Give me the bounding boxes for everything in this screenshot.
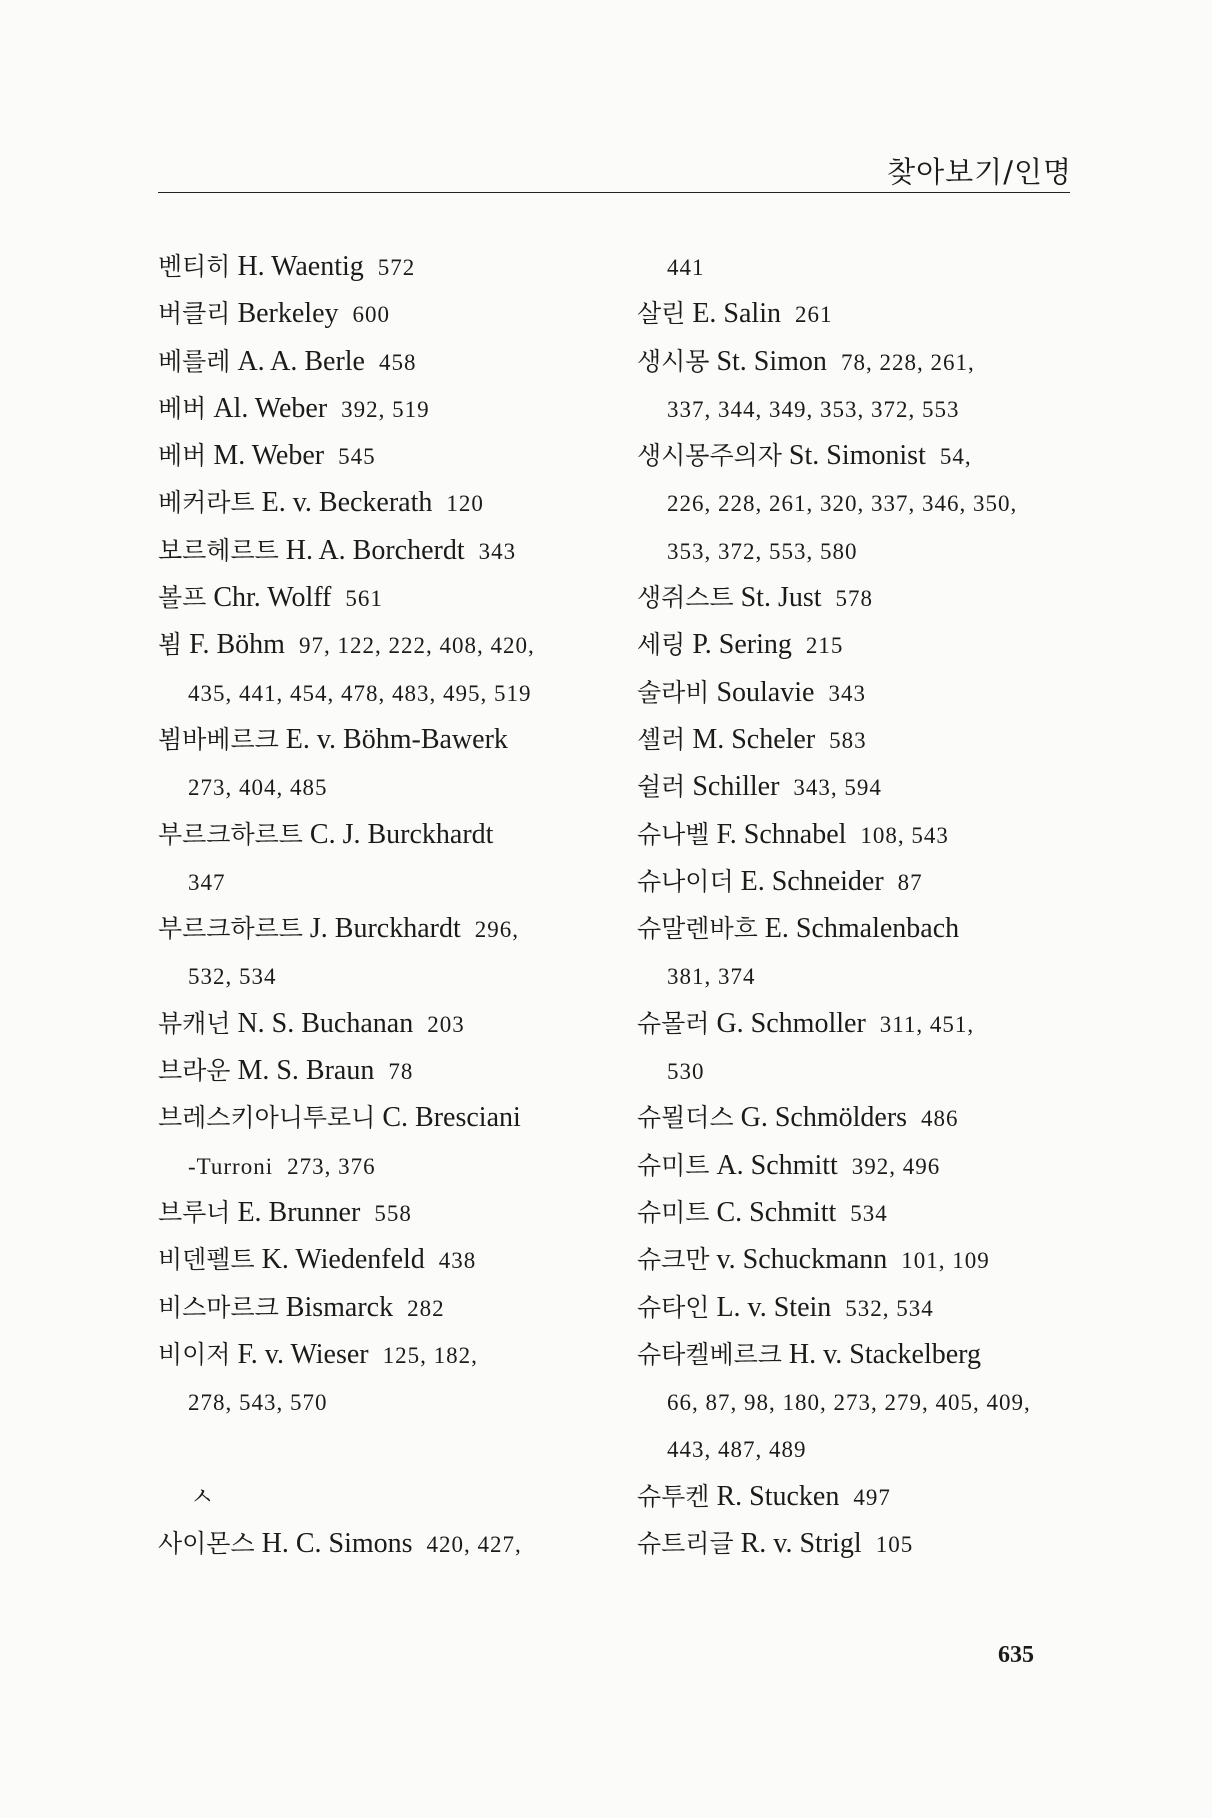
index-entry [637,1000,1077,1047]
index-entry [637,1520,1077,1567]
page-refs: 311, 451, [879,1011,975,1037]
page-refs: 532, 534 [845,1295,934,1321]
original-name: E. Schneider [740,865,884,897]
original-name: E. Brunner [237,1196,361,1228]
index-entry [637,763,1077,810]
page-refs: 558 [374,1200,412,1226]
page-refs: 572 [377,255,416,280]
page-refs: 215 [805,633,844,659]
index-continuation [637,1378,1077,1425]
continuation-text: 530 [667,1059,705,1085]
korean-name: 베버 [158,441,207,471]
continuation-text: 353, 372, 553, 580 [667,538,858,564]
page-refs: 392, 519 [341,396,430,422]
page-refs: 545 [338,444,376,470]
index-continuation [637,243,1077,290]
index-entry [158,338,628,385]
korean-name: 볼프 [158,583,207,613]
korean-name: 슈말렌바흐 [637,914,758,944]
korean-name: 베커라트 [158,488,255,518]
page-refs: 561 [345,586,383,612]
index-continuation [637,385,1077,432]
index-entry [158,574,628,621]
korean-name: 생쥐스트 [637,583,734,613]
index-entry [158,1000,628,1047]
original-name: Berkeley [237,298,339,330]
page-refs: 125, 182, [382,1342,478,1368]
korean-name: 베버 [158,393,207,423]
korean-name: 슈타인 [637,1292,710,1322]
index-entry [637,621,1077,668]
index-entry [158,1236,628,1283]
korean-name: 쉴러 [637,772,686,802]
heading-jamo: ㅅ [190,1481,215,1511]
korean-name: 베를레 [158,346,231,376]
page-refs: 203 [427,1011,465,1037]
page-refs: 282 [407,1295,445,1321]
original-name: N. S. Buchanan [237,1007,414,1039]
page-refs: 261 [794,302,833,328]
page-refs: 392, 496 [851,1153,941,1179]
original-name: F. Schnabel [716,818,847,850]
korean-name: 생시몽주의자 [637,441,782,471]
index-entry [158,479,628,526]
index-entry [637,716,1077,763]
index-entry [637,1236,1077,1283]
original-name: R. v. Strigl [740,1528,862,1560]
index-continuation [637,527,1077,574]
index-continuation [158,1378,628,1425]
continuation-text: -Turroni [188,1153,274,1179]
korean-name: 뷰캐넌 [158,1008,231,1038]
korean-name: 슈나이더 [637,866,734,896]
korean-name: 슈몰러 [637,1008,710,1038]
korean-name: 살린 [637,299,686,329]
page-refs: 497 [853,1484,891,1510]
page-number: 635 [998,1642,1034,1668]
korean-name: 사이몬스 [158,1529,255,1559]
page-refs: 101, 109 [901,1248,990,1274]
index-entry [158,716,628,763]
original-name: St. Just [740,582,822,614]
continuation-text: 347 [188,869,226,895]
korean-name: 비이저 [158,1339,231,1369]
korean-name: 부르크하르트 [158,914,303,944]
continuation-text: 66, 87, 98, 180, 273, 279, 405, 409, [667,1390,1031,1416]
page-refs: 343 [828,680,866,706]
index-entry [158,290,628,337]
original-name: A. Schmitt [716,1149,838,1181]
original-name: K. Wiedenfeld [261,1244,425,1276]
continuation-text: 226, 228, 261, 320, 337, 346, 350, [667,491,1018,517]
korean-name: 슈미트 [637,1150,710,1180]
index-continuation [158,1142,628,1189]
continuation-text: 337, 344, 349, 353, 372, 553 [667,396,960,422]
original-name: G. Schmölders [740,1102,908,1134]
page-refs: 343, 594 [793,775,882,801]
index-entry [158,1189,628,1236]
original-name: E. v. Böhm-Bawerk [285,723,508,755]
index-continuation [158,952,628,999]
page-refs: 54, [939,444,972,470]
index-entry [637,290,1077,337]
original-name: A. A. Berle [237,345,365,377]
page-refs: 105 [875,1532,914,1558]
original-name: C. Schmitt [716,1196,837,1228]
continuation-text: 273, 404, 485 [188,775,328,801]
page-refs: 583 [829,727,867,753]
index-entry [637,338,1077,385]
original-name: v. Schuckmann [716,1244,888,1276]
page-refs: 120 [446,491,484,517]
continuation-text: 443, 487, 489 [667,1437,807,1463]
korean-name: 생시몽 [637,346,710,376]
korean-name: 비덴펠트 [158,1245,255,1275]
original-name: H. C. Simons [261,1528,413,1560]
index-continuation [158,858,628,905]
index-entry [158,905,628,952]
page-refs: 534 [850,1200,888,1226]
index-entry [158,243,628,290]
index-entry [158,385,628,432]
original-name: Bismarck [285,1291,394,1323]
original-name: H. Waentig [237,251,364,282]
korean-name: 브루너 [158,1197,231,1227]
original-name: H. A. Borcherdt [285,534,465,566]
korean-name: 버클리 [158,299,231,329]
index-continuation [637,952,1077,999]
original-name: St. Simon [716,345,827,377]
index-entry [637,1142,1077,1189]
index-continuation [637,479,1077,526]
korean-name: 슈트리글 [637,1529,734,1559]
index-column-right [637,243,1077,1567]
index-entry [158,1094,628,1141]
original-name: Soulavie [716,676,815,708]
page-refs: 78 [388,1059,414,1085]
index-entry [158,1520,628,1567]
index-entry [637,669,1077,716]
index-entry [637,1473,1077,1520]
index-entry [637,1284,1077,1331]
page-refs: 486 [921,1106,959,1132]
original-name: M. S. Braun [237,1055,375,1087]
page-refs: 273, 376 [287,1153,376,1179]
index-entry [637,1094,1077,1141]
korean-name: 슈투켄 [637,1481,710,1511]
original-name: St. Simonist [788,440,926,472]
index-spacer [158,1425,628,1472]
index-entry [637,574,1077,621]
original-name: Chr. Wolff [213,582,332,614]
original-name: E. Schmalenbach [764,913,960,945]
index-continuation [637,1425,1077,1472]
index-entry [158,527,628,574]
index-column-left [158,243,628,1567]
header-rule [158,192,1070,193]
index-entry [158,621,628,668]
index-entry [637,1189,1077,1236]
original-name: M. Scheler [692,723,816,755]
korean-name: 슈타켈베르크 [637,1339,782,1369]
original-name: J. Burckhardt [309,913,461,945]
header-title: 찾아보기/인명 [887,155,1072,189]
page-refs: 420, 427, [426,1532,522,1558]
index-entry [158,1047,628,1094]
original-name: C. J. Burckhardt [309,818,494,850]
index-entry [158,1331,628,1378]
index-entry [637,858,1077,905]
korean-name: 세링 [637,630,686,660]
korean-name: 슈미트 [637,1197,710,1227]
page-refs: 108, 543 [860,822,949,848]
index-entry [158,432,628,479]
index-letter-heading [158,1473,628,1520]
page-refs: 600 [352,302,391,328]
page-refs: 97, 122, 222, 408, 420, [298,633,535,659]
korean-name: 브레스키아니투로니 [158,1103,376,1133]
page-refs: 438 [438,1248,477,1274]
korean-name: 뵘 [158,630,183,660]
korean-name: 부르크하르트 [158,819,303,849]
page-refs: 87 [897,869,923,895]
original-name: R. Stucken [716,1480,840,1512]
index-continuation [158,669,628,716]
continuation-text: 381, 374 [667,964,756,990]
korean-name: 벤티히 [158,252,231,281]
index-entry [158,811,628,858]
index-continuation [637,1047,1077,1094]
page-refs: 343 [478,538,517,564]
index-entry [637,1331,1077,1378]
page-refs: 578 [835,586,874,612]
page-refs: 296, [474,917,520,943]
original-name: F. v. Wieser [237,1338,369,1370]
korean-name: 셸러 [637,724,686,754]
korean-name: 슈나벨 [637,819,710,849]
continuation-text: 532, 534 [188,964,277,990]
original-name: G. Schmoller [716,1007,866,1039]
index-continuation [158,763,628,810]
original-name: H. v. Stackelberg [788,1338,981,1370]
original-name: L. v. Stein [716,1291,832,1323]
original-name: Schiller [692,771,780,803]
page-refs: 78, 228, 261, [840,349,975,375]
korean-name: 브라운 [158,1056,231,1086]
continuation-text: 278, 543, 570 [188,1390,328,1416]
continuation-text: 435, 441, 454, 478, 483, 495, 519 [188,680,532,706]
page-refs: 458 [378,349,417,375]
korean-name: 비스마르크 [158,1292,279,1322]
continuation-text: 441 [667,255,705,280]
index-entry [637,811,1077,858]
korean-name: 술라비 [637,677,710,707]
korean-name: 슈크만 [637,1245,710,1275]
korean-name: 뵘바베르크 [158,724,279,754]
original-name: Al. Weber [213,392,328,424]
korean-name: 보르헤르트 [158,535,279,565]
original-name: E. v. Beckerath [261,487,433,519]
original-name: P. Sering [692,629,792,661]
original-name: M. Weber [213,440,325,472]
index-entry [158,1284,628,1331]
original-name: F. Böhm [189,629,285,661]
original-name: E. Salin [692,298,781,330]
korean-name: 슈묄더스 [637,1103,734,1133]
index-entry [637,905,1077,952]
index-entry [637,432,1077,479]
original-name: C. Bresciani [382,1102,521,1134]
